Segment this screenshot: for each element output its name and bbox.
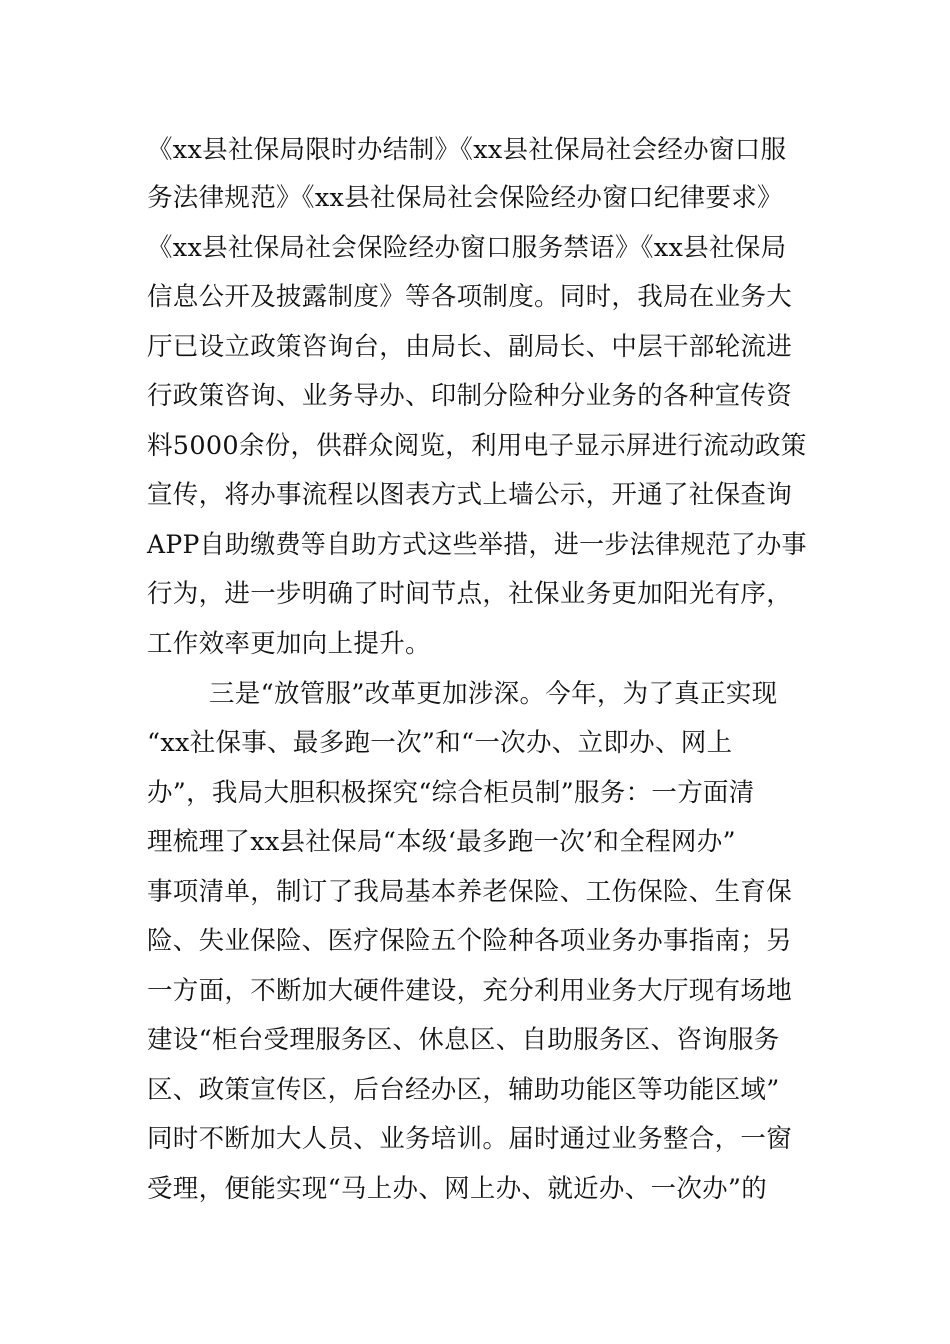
text-line: 理梳理了xx县社保局“本级‘最多跑一次’和全程网办” — [147, 827, 736, 857]
text-line: 《xx县社保局限时办结制》《xx县社保局社会经办窗口服 — [147, 135, 787, 165]
text-line: 务法律规范》《xx县社保局社会保险经办窗口纪律要求》 — [147, 183, 783, 213]
text-line: 建设“柜台受理服务区、休息区、自助服务区、咨询服务 — [147, 1025, 780, 1055]
text-line: 办”，我局大胆积极探究“综合柜员制”服务：一方面清 — [147, 778, 755, 808]
text-line: 行政策咨询、业务导办、印制分险种分业务的各种宣传资 — [147, 381, 793, 411]
text-line: 受理，便能实现“马上办、网上办、就近办、一次办”的 — [147, 1174, 768, 1204]
text-line: 行为，进一步明确了时间节点，社保业务更加阳光有序， — [147, 579, 793, 609]
text-line: APP自助缴费等自助方式这些举措，进一步法律规范了办事 — [147, 530, 807, 560]
text-line: 工作效率更加向上提升。 — [147, 629, 431, 659]
text-line: 料5000余份，供群众阅览，利用电子显示屏进行流动政策 — [147, 431, 807, 461]
text-line: 一方面，不断加大硬件建设，充分利用业务大厅现有场地 — [147, 976, 793, 1006]
text-line: 同时不断加大人员、业务培训。届时通过业务整合，一窗 — [147, 1124, 793, 1154]
text-line: 信息公开及披露制度》等各项制度。同时，我局在业务大 — [147, 282, 793, 312]
text-line: 厅已设立政策咨询台，由局长、副局长、中层干部轮流进 — [147, 332, 793, 362]
text-line: “xx社保事、最多跑一次”和“一次办、立即办、网上 — [147, 728, 733, 758]
text-line: 险、失业保险、医疗保险五个险种各项业务办事指南；另 — [147, 926, 793, 956]
paragraph-first-line: 三是“放管服”改革更加涉深。今年，为了真正实现 — [209, 679, 778, 709]
text-line: 宣传，将办事流程以图表方式上墙公示，开通了社保查询 — [147, 480, 793, 510]
text-line: 区、政策宣传区，后台经办区，辅助功能区等功能区域” — [147, 1075, 780, 1105]
text-line: 《xx县社保局社会保险经办窗口服务禁语》《xx县社保局 — [147, 233, 787, 263]
text-line: 事项清单，制订了我局基本养老保险、工伤保险、生育保 — [147, 877, 793, 907]
